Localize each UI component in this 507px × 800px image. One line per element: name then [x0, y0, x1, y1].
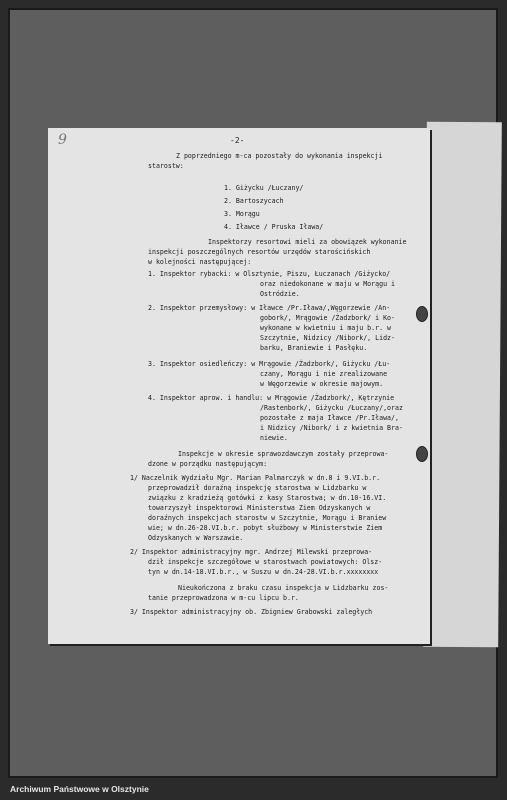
document-text — [48, 128, 430, 644]
text-line: Ostródzie. — [260, 290, 300, 298]
text-line: gobork/, Mrągowie /Żadzbork/ i Ko- — [260, 314, 395, 322]
text-line: dził inspekcje szczegółowe w starostwach powiatowych: Olsz- — [148, 558, 383, 566]
text-line: starostw: — [148, 162, 184, 170]
text-line: tanie przeprowadzona w m-cu lipcu b.r. — [148, 594, 299, 602]
text-line: związku z kradzieżą gotówki z kasy Starostwa; w dn.10-16.VI. — [148, 494, 387, 502]
text-line: i Nidzicy /Nibork/ i z kwietnia Bra- — [260, 424, 403, 432]
text-line: 2. Inspektor przemysłowy: w Iławce /Pr.Iława/,Węgorzewie /An- — [148, 304, 391, 312]
text-line: Z poprzedniego m-ca pozostały do wykonania inspekcji — [176, 152, 383, 160]
text-line: w Węgorzewie w okresie majowym. — [260, 380, 384, 388]
text-line: 3/ Inspektor administracyjny ob. Zbigniew Grabowski zaległych — [130, 608, 373, 616]
punch-hole — [416, 446, 428, 462]
text-line: barku, Braniewie i Pasłęku. — [260, 344, 368, 352]
text-line: Odzyskanych w Warszawie. — [148, 534, 244, 542]
text-line: /Rastenbork/, Giżycku /Łuczany/,oraz — [260, 404, 403, 412]
text-line: tyn w dn.14-18.VI.b.r., w Suszu w dn.24-28.VI.b.r.xxxxxxxx — [148, 568, 379, 576]
text-line: Inspektorzy resortowi mieli za obowiązek wykonanie — [208, 238, 407, 246]
text-line: Inspekcje w okresie sprawozdawczym zostały przeprowa- — [178, 450, 389, 458]
punch-hole — [416, 306, 428, 322]
text-line: doraźnych inspekcjach starostw w Szczytnie, Morągu i Braniew — [148, 514, 387, 522]
text-line: 2/ Inspektor administracyjny mgr. Andrzej Milewski przeprowa- — [130, 548, 373, 556]
text-line: inspekcji poszczególnych resortów urzędów starościńskich — [148, 248, 371, 256]
text-line: czany, Morągu i nie zrealizowane — [260, 370, 388, 378]
page-number: -2- — [230, 136, 245, 145]
document-page — [48, 128, 430, 644]
text-line: 4. Inspektor aprow. i handlu: w Mrągowie /Żadzbork/, Kętrzynie — [148, 394, 395, 402]
next-page-edge — [423, 122, 502, 648]
text-line: Nieukończona z braku czasu inspekcja w Lidzbarku zos- — [178, 584, 389, 592]
text-line: Szczytnie, Nidzicy /Nibork/, Lidz- — [260, 334, 395, 342]
text-line: wie; w dn.26-28.VI.b.r. pobyt służbowy w Ministerstwie Ziem — [148, 524, 383, 532]
text-line: pozostałe z maja Iławce /Pr.Iława/, — [260, 414, 399, 422]
text-line: 1. Inspektor rybacki: w Olsztynie, Piszu, Łuczanach /Giżycko/ — [148, 270, 391, 278]
text-line: wykonane w kwietniu i maju b.r. w — [260, 324, 392, 332]
text-line: 4. Iławce / Pruska Iława/ — [224, 223, 324, 231]
margin-mark: 9 — [58, 132, 67, 148]
text-line: 1/ Naczelnik Wydziału Mgr. Marian Palmarczyk w dn.8 i 9.VI.b.r. — [130, 474, 381, 482]
text-line: w kolejności następującej: — [148, 258, 252, 266]
text-line: 1. Giżycku /Łuczany/ — [224, 184, 304, 192]
text-line: 2. Bartoszycach — [224, 197, 284, 205]
archive-footer-label: Archiwum Państwowe w Olsztynie — [10, 784, 149, 794]
text-line: przeprowadził doraźną inspekcję starostwa w Lidzbarku w — [148, 484, 367, 492]
text-line: towarzyszył inspektorowi Ministerstwa Ziem Odzyskanych w — [148, 504, 371, 512]
text-line: oraz niedokonane w maju w Morągu i — [260, 280, 395, 288]
text-line: dzone w porządku następującym: — [148, 460, 268, 468]
text-line: 3. Morągu — [224, 210, 260, 218]
text-line: 3. Inspektor osiedleńczy: w Mrągowie /Żadzbork/, Giżycku /Łu- — [148, 360, 391, 368]
text-line: niewie. — [260, 434, 288, 442]
